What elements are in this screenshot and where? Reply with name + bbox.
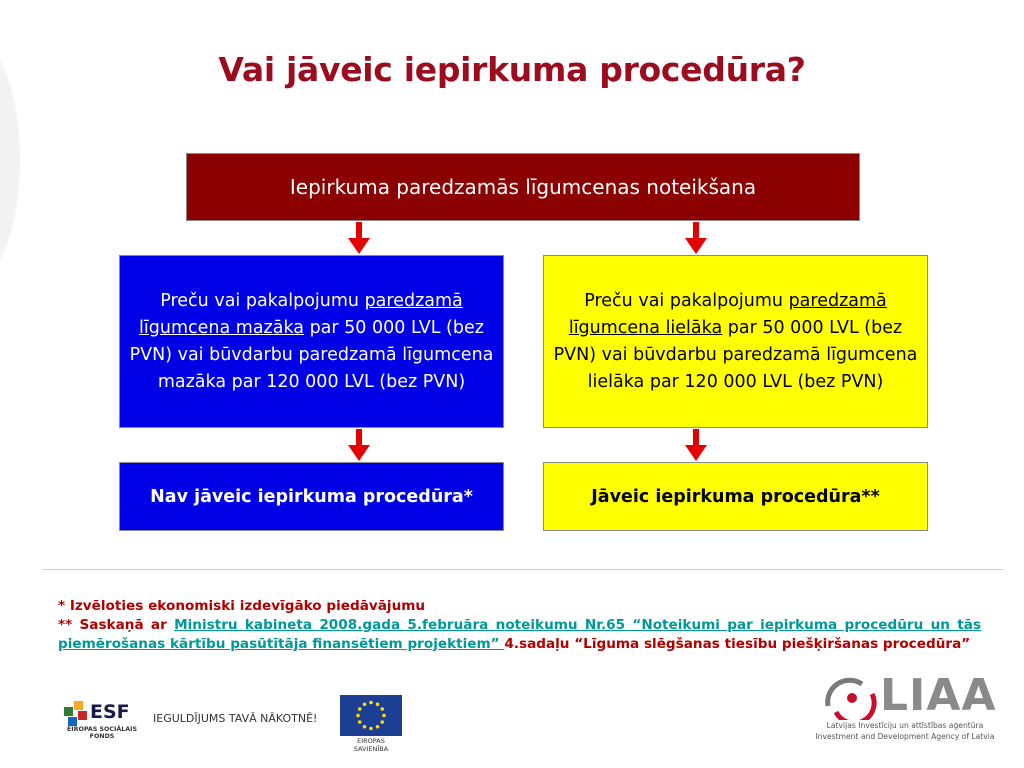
liaa-logo-text: LIAA xyxy=(880,670,997,721)
no-procedure-box xyxy=(119,462,504,531)
liaa-subtitle-lv: Latvijas Investīciju un attīstības aģentūra xyxy=(826,721,984,730)
procurement-value-label: Iepirkuma paredzamās līgumcenas noteikšana xyxy=(289,175,757,199)
footnote-line-2 xyxy=(58,616,981,654)
down-arrow-icon xyxy=(348,429,370,461)
footnote-prefix: ** Saskaņā ar xyxy=(58,617,175,633)
regulation-link[interactable]: Ministru kabineta 2008.gada 5.februāra noteikumu Nr.65 “Noteikumi par iepirkuma procedūru un tās piemērošanas kārtību pasūtītāja finansētiem projektiem” xyxy=(58,617,981,652)
procurement-value-box xyxy=(186,153,860,221)
below-threshold-text-a: Preču vai pakalpojumu xyxy=(160,290,365,311)
eu-star-icon xyxy=(380,707,384,711)
slogan: IEGULDĪJUMS TAVĀ NĀKOTNĒ! xyxy=(153,712,318,725)
eu-star-icon xyxy=(363,725,367,729)
down-arrow-icon xyxy=(348,222,370,254)
eu-star-icon xyxy=(369,701,373,705)
liaa-subtitle-en: Investment and Development Agency of Latvia xyxy=(815,732,995,741)
eu-star-icon xyxy=(363,702,367,706)
eu-star-icon xyxy=(358,720,362,724)
footnote xyxy=(58,597,981,654)
eu-star-icon xyxy=(369,727,373,731)
eu-star-icon xyxy=(356,714,360,718)
eu-flag-icon xyxy=(340,695,402,736)
above-threshold-underlined: paredzamā līgumcena lielāka xyxy=(568,290,887,338)
down-arrow-icon xyxy=(685,222,707,254)
below-threshold-box xyxy=(119,255,504,428)
below-threshold-text-b: par 50 000 LVL (bez PVN) vai būvdarbu paredzamā līgumcena mazāka par 120 000 LVL (bez PVN) xyxy=(129,317,494,392)
below-threshold-underlined: paredzamā līgumcena mazāka xyxy=(139,290,463,338)
above-threshold-text xyxy=(552,288,919,396)
esf-logo-text: ESF xyxy=(90,701,130,723)
above-threshold-text-a: Preču vai pakalpojumu xyxy=(584,290,789,311)
procedure-required-label: Jāveic iepirkuma procedūra** xyxy=(591,486,880,507)
divider xyxy=(42,569,1004,570)
procedure-required-box xyxy=(543,462,928,531)
liaa-logo-icon xyxy=(822,676,878,720)
eu-star-icon xyxy=(382,714,386,718)
footnote-suffix: 4.sadaļu “Līguma slēgšanas tiesību piešķiršanas procedūra” xyxy=(504,636,971,652)
eu-star-icon xyxy=(376,702,380,706)
above-threshold-box xyxy=(543,255,928,428)
footnote-line-1: * Izvēloties ekonomiski izdevīgāko piedāvājumu xyxy=(58,598,426,614)
above-threshold-text-b: par 50 000 LVL (bez PVN) vai būvdarbu paredzamā līgumcena lielāka par 120 000 LVL (bez PVN) xyxy=(553,317,918,392)
esf-logo-subtitle: EIROPAS SOCIĀLAIS FONDS xyxy=(67,726,137,740)
liaa-logo-subtitle xyxy=(815,720,995,742)
eu-star-icon xyxy=(376,725,380,729)
down-arrow-icon xyxy=(685,429,707,461)
page-title: Vai jāveic iepirkuma procedūra? xyxy=(218,50,806,89)
eu-star-icon xyxy=(380,720,384,724)
no-procedure-label: Nav jāveic iepirkuma procedūra* xyxy=(150,486,473,507)
eu-flag-label: EIROPAS SAVIENĪBA xyxy=(353,737,389,753)
below-threshold-text xyxy=(128,288,495,396)
eu-star-icon xyxy=(358,707,362,711)
